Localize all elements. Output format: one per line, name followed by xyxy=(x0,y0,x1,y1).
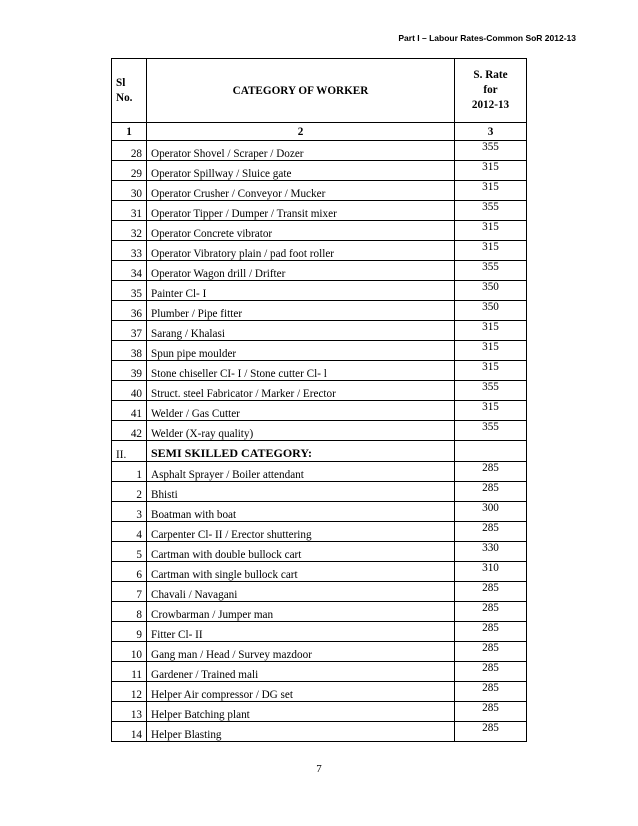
category-cell: Painter Cl- I xyxy=(147,281,455,301)
section-rate-empty xyxy=(455,441,527,462)
rate-cell: 315 xyxy=(455,221,527,241)
sl-cell: 9 xyxy=(112,622,147,642)
rate-cell: 315 xyxy=(455,341,527,361)
category-cell: Operator Tipper / Dumper / Transit mixer xyxy=(147,201,455,221)
running-header: Part I – Labour Rates-Common SoR 2012-13 xyxy=(398,33,576,43)
sl-cell: 29 xyxy=(112,161,147,181)
category-cell: Welder (X-ray quality) xyxy=(147,421,455,441)
category-cell: Helper Batching plant xyxy=(147,702,455,722)
rate-cell: 355 xyxy=(455,141,527,161)
sl-cell: 38 xyxy=(112,341,147,361)
rate-cell: 355 xyxy=(455,261,527,281)
sl-cell: 14 xyxy=(112,722,147,742)
sl-cell: 30 xyxy=(112,181,147,201)
rate-cell: 300 xyxy=(455,502,527,522)
semi-skilled-rows xyxy=(112,462,527,742)
table-row xyxy=(112,301,527,321)
table-row xyxy=(112,361,527,381)
sl-cell: 35 xyxy=(112,281,147,301)
table-row xyxy=(112,421,527,441)
sl-cell: 37 xyxy=(112,321,147,341)
column-header-rate xyxy=(455,59,527,123)
table-row xyxy=(112,281,527,301)
rate-cell: 315 xyxy=(455,361,527,381)
rate-cell: 315 xyxy=(455,181,527,201)
column-header-sl-no-text: Sl No. xyxy=(116,76,133,104)
table-row xyxy=(112,682,527,702)
column-header-sl-no xyxy=(112,59,147,123)
table-row xyxy=(112,722,527,742)
category-cell: Spun pipe moulder xyxy=(147,341,455,361)
rate-cell: 350 xyxy=(455,281,527,301)
category-cell: Helper Blasting xyxy=(147,722,455,742)
category-cell: Cartman with double bullock cart xyxy=(147,542,455,562)
sl-cell: 11 xyxy=(112,662,147,682)
category-cell: Crowbarman / Jumper man xyxy=(147,602,455,622)
category-cell: Cartman with single bullock cart xyxy=(147,562,455,582)
table-row xyxy=(112,181,527,201)
category-cell: Gardener / Trained mali xyxy=(147,662,455,682)
category-cell: Carpenter Cl- II / Erector shuttering xyxy=(147,522,455,542)
sl-cell: 13 xyxy=(112,702,147,722)
category-cell: Struct. steel Fabricator / Marker / Erector xyxy=(147,381,455,401)
table-row xyxy=(112,341,527,361)
section-semi-skilled xyxy=(112,441,527,462)
sl-cell: 7 xyxy=(112,582,147,602)
labour-rates-table xyxy=(111,58,527,742)
rate-cell: 285 xyxy=(455,722,527,742)
table-row xyxy=(112,381,527,401)
sl-cell: 32 xyxy=(112,221,147,241)
column-header-category: CATEGORY OF WORKER xyxy=(147,59,455,123)
table-row xyxy=(112,522,527,542)
column-number-1: 1 xyxy=(112,123,147,141)
category-cell: Bhisti xyxy=(147,482,455,502)
rate-cell: 285 xyxy=(455,482,527,502)
table-row xyxy=(112,482,527,502)
rate-cell: 285 xyxy=(455,702,527,722)
section-number: II. xyxy=(112,441,147,462)
table-row xyxy=(112,221,527,241)
category-cell: Operator Shovel / Scraper / Dozer xyxy=(147,141,455,161)
table-row xyxy=(112,622,527,642)
table-row xyxy=(112,201,527,221)
column-number-row xyxy=(112,123,527,141)
sl-cell: 40 xyxy=(112,381,147,401)
page-number: 7 xyxy=(316,763,322,775)
rate-cell: 355 xyxy=(455,381,527,401)
sl-cell: 1 xyxy=(112,462,147,482)
table-row xyxy=(112,401,527,421)
rate-cell: 285 xyxy=(455,582,527,602)
rate-cell: 350 xyxy=(455,301,527,321)
category-cell: Operator Vibratory plain / pad foot roller xyxy=(147,241,455,261)
table-row xyxy=(112,261,527,281)
category-cell: Operator Wagon drill / Drifter xyxy=(147,261,455,281)
sl-cell: 8 xyxy=(112,602,147,622)
sl-cell: 31 xyxy=(112,201,147,221)
table-row xyxy=(112,321,527,341)
sl-cell: 34 xyxy=(112,261,147,281)
category-cell: Boatman with boat xyxy=(147,502,455,522)
rate-cell: 315 xyxy=(455,241,527,261)
rate-cell: 285 xyxy=(455,462,527,482)
sl-cell: 4 xyxy=(112,522,147,542)
sl-cell: 12 xyxy=(112,682,147,702)
category-cell: Gang man / Head / Survey mazdoor xyxy=(147,642,455,662)
table-row xyxy=(112,141,527,161)
rate-cell: 315 xyxy=(455,321,527,341)
rate-cell: 315 xyxy=(455,401,527,421)
sl-cell: 41 xyxy=(112,401,147,421)
table-row xyxy=(112,702,527,722)
table-row xyxy=(112,582,527,602)
column-number-3: 3 xyxy=(455,123,527,141)
sl-cell: 33 xyxy=(112,241,147,261)
sl-cell: 28 xyxy=(112,141,147,161)
category-cell: Helper Air compressor / DG set xyxy=(147,682,455,702)
table-row xyxy=(112,602,527,622)
table-row xyxy=(112,502,527,522)
sl-cell: 42 xyxy=(112,421,147,441)
sl-cell: 10 xyxy=(112,642,147,662)
rate-cell: 285 xyxy=(455,662,527,682)
section-title: SEMI SKILLED CATEGORY: xyxy=(147,441,455,462)
skilled-rows xyxy=(112,141,527,441)
category-cell: Operator Concrete vibrator xyxy=(147,221,455,241)
sl-cell: 36 xyxy=(112,301,147,321)
category-cell: Fitter Cl- II xyxy=(147,622,455,642)
rate-cell: 330 xyxy=(455,542,527,562)
table-row xyxy=(112,642,527,662)
table-row xyxy=(112,662,527,682)
sl-cell: 39 xyxy=(112,361,147,381)
rate-cell: 285 xyxy=(455,622,527,642)
category-cell: Welder / Gas Cutter xyxy=(147,401,455,421)
rate-cell: 285 xyxy=(455,682,527,702)
category-cell: Plumber / Pipe fitter xyxy=(147,301,455,321)
sl-cell: 5 xyxy=(112,542,147,562)
rate-cell: 355 xyxy=(455,421,527,441)
rate-cell: 285 xyxy=(455,602,527,622)
rate-cell: 285 xyxy=(455,642,527,662)
column-header-rate-text: S. Rate for 2012-13 xyxy=(471,69,510,111)
table-row xyxy=(112,241,527,261)
table-header-row xyxy=(112,59,527,123)
rate-cell: 285 xyxy=(455,522,527,542)
rate-cell: 310 xyxy=(455,562,527,582)
sl-cell: 6 xyxy=(112,562,147,582)
category-cell: Stone chiseller CI- I / Stone cutter Cl- l xyxy=(147,361,455,381)
category-cell: Operator Crusher / Conveyor / Mucker xyxy=(147,181,455,201)
sl-cell: 3 xyxy=(112,502,147,522)
rate-cell: 355 xyxy=(455,201,527,221)
column-number-2: 2 xyxy=(147,123,455,141)
table-row xyxy=(112,542,527,562)
table-row xyxy=(112,562,527,582)
category-cell: Asphalt Sprayer / Boiler attendant xyxy=(147,462,455,482)
table-row xyxy=(112,462,527,482)
category-cell: Chavali / Navagani xyxy=(147,582,455,602)
sl-cell: 2 xyxy=(112,482,147,502)
category-cell: Operator Spillway / Sluice gate xyxy=(147,161,455,181)
section-header-row xyxy=(112,441,527,462)
rate-cell: 315 xyxy=(455,161,527,181)
category-cell: Sarang / Khalasi xyxy=(147,321,455,341)
table-row xyxy=(112,161,527,181)
